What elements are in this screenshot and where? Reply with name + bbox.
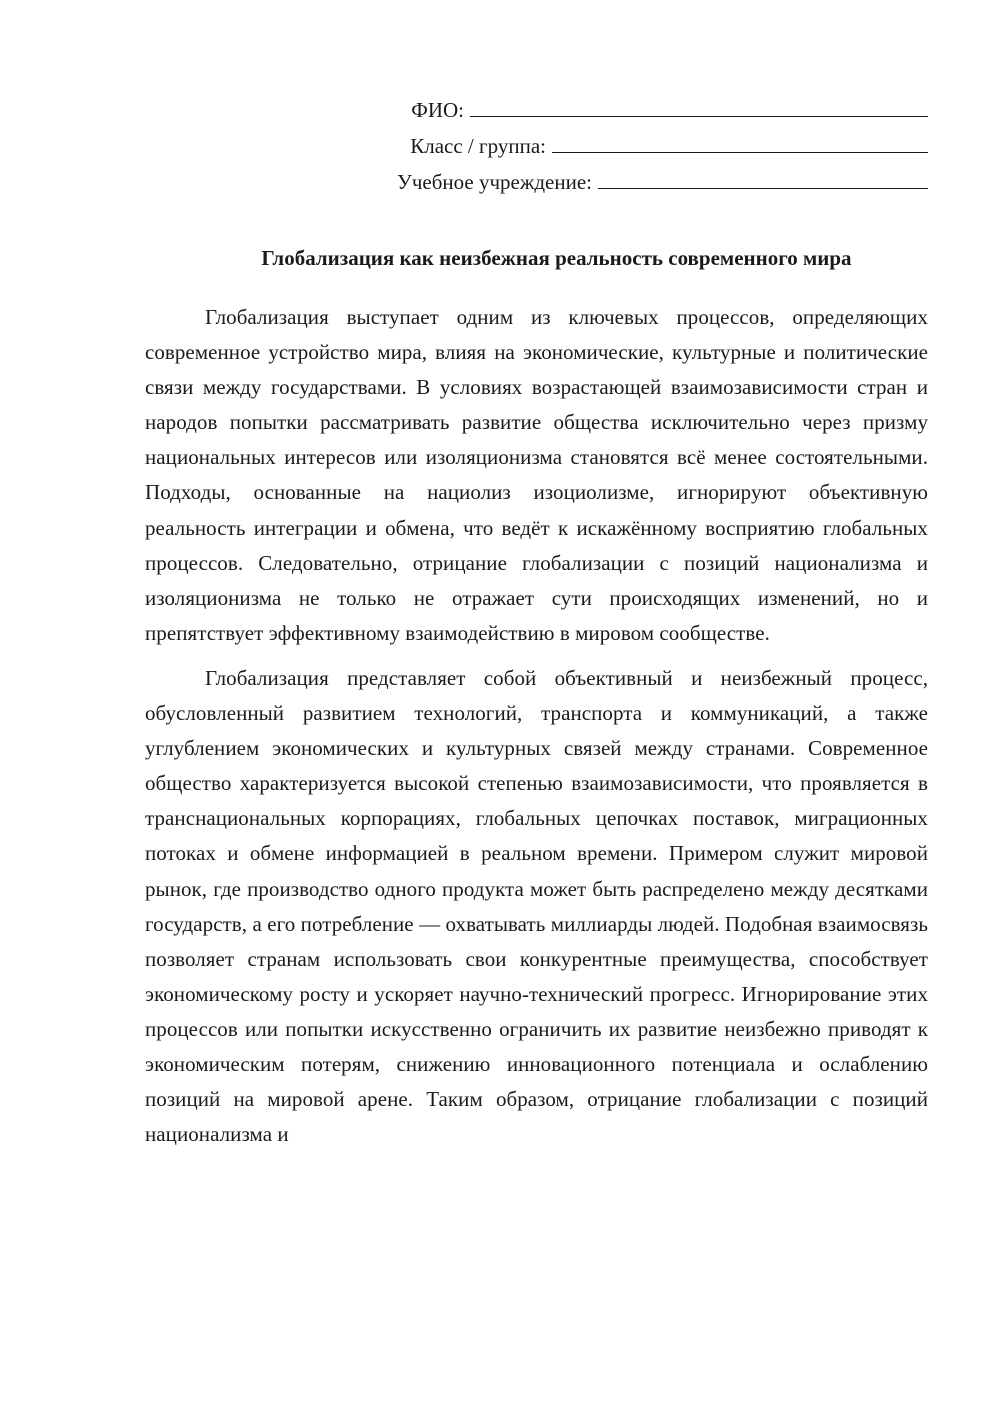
- document-page: [145, 92, 928, 1152]
- class-group-field: [145, 128, 928, 164]
- school-field: [145, 164, 928, 200]
- class-group-label: Класс / группа:: [410, 134, 546, 158]
- school-blank-line[interactable]: [598, 164, 928, 189]
- essay-title: Глобализация как неизбежная реальность современного мира: [261, 246, 852, 270]
- class-group-blank-line[interactable]: [552, 128, 928, 153]
- essay-paragraph: Глобализация представляет собой объективный и неизбежный процесс, обусловленный развитием технологий, транспорта и коммуникаций, а также углублением экономических и культурных связей между странами. Современное общество характеризуется высокой степенью взаимозависимости, что проявляется в транснациональных корпорациях, глобальных цепочках поставок, миграционных потоках и обмене информацией в реальном времени. Примером служит мировой рынок, где производство одного продукта может быть распределено между десятками государств, а его потребление — охватывать миллиарды людей. Подобная взаимосвязь позволяет странам использовать свои конкурентные преимущества, способствует экономическому росту и ускоряет научно-технический прогресс. Игнорирование этих процессов или попытки искусственно ограничить их развитие неизбежно приводят к экономическим потерям, снижению инновационного потенциала и ослаблению позиций на мировой арене. Таким образом, отрицание глобализации с позиций национализма и: [145, 665, 928, 1147]
- fio-blank-line[interactable]: [470, 92, 928, 117]
- student-info-block: [145, 92, 928, 200]
- fio-label: ФИО:: [411, 98, 464, 122]
- school-label: Учебное учреждение:: [396, 170, 592, 194]
- essay-paragraph: Глобализация выступает одним из ключевых процессов, определяющих современное устройство мира, влияя на экономические, культурные и политические связи между государствами. В условиях возрастающей взаимозависимости стран и народов попытки рассматривать развитие общества исключительно через призму национальных интересов или изоляционизма становятся всё менее состоятельными. Подходы, основанные на нациолиз изоциолизме, игнорируют объективную реальность интеграции и обмена, что ведёт к искажённому восприятию глобальных процессов. Следовательно, отрицание глобализации с позиций национализма и изоляционизма не только не отражает сути происходящих изменений, но и препятствует эффективному взаимодействию в мировом сообществе.: [145, 305, 928, 645]
- fio-field: [145, 92, 928, 128]
